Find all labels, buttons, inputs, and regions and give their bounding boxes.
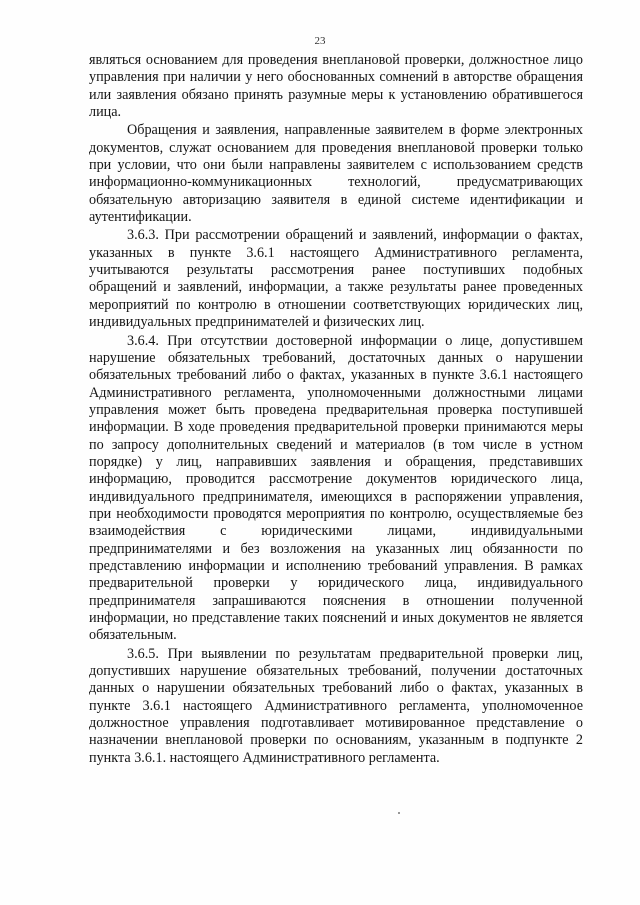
page-number: 23: [314, 35, 326, 47]
paragraph-3-6-4: 3.6.4. При отсутствии достоверной информации о лице, допустившем нарушение обязательных требований, достаточных данных о нарушении обязательных требований либо о фактах, указанных в пункте 3.6.1 настоящего Административного регламента, уполномоченными должностными лицами управления может быть проведена предварительная проверка поступившей информации. В ходе проведения предварительной проверки принимаются меры по запросу дополнительных сведений и материалов (в том числе в устном порядке) у лиц, направивших заявления и обращения, представивших информацию, проводится рассмотрение документов юридического лица, индивидуального предпринимателя, имеющихся в распоряжении управления, при необходимости проводятся мероприятия по контролю, осуществляемые без взаимодействия с юридическими лицами, индивидуальными предпринимателями и без возложения на указанных лиц обязанности по представлению информации и исполнению требований управления. В рамках предварительной проверки у юридического лица, индивидуального предпринимателя запрашиваются пояснения в отношении полученной информации, но представление таких пояснений и иных документов не является обязательным.: [89, 332, 583, 644]
document-body: [89, 52, 583, 767]
scan-speck: [398, 812, 400, 814]
paragraph-electronic-documents: Обращения и заявления, направленные заявителем в форме электронных документов, служат основанием для проведения внеплановой проверки только при условии, что они были направлены заявителем с использованием средств информационно-коммуникационных технологий, предусматривающих обязательную авторизацию заявителя в единой системе идентификации и аутентификации.: [89, 122, 583, 226]
paragraph-3-6-3: 3.6.3. При рассмотрении обращений и заявлений, информации о фактах, указанных в пункте 3.6.1 настоящего Административного регламента, учитываются результаты рассмотрения ранее поступивших подобных обращений и заявлений, информации, а также результаты ранее проведенных мероприятий по контролю в отношении соответствующих юридических лиц, индивидуальных предпринимателей и физических лиц.: [89, 227, 583, 331]
paragraph-continuation: являться основанием для проведения внеплановой проверки, должностное лицо управления при наличии у него обоснованных сомнений в авторстве обращения или заявления обязано принять разумные меры к установлению обратившегося лица.: [89, 52, 583, 121]
paragraph-3-6-5: 3.6.5. При выявлении по результатам предварительной проверки лиц, допустивших нарушение обязательных требований, получении достаточных данных о нарушении обязательных требований либо о фактах, указанных в пункте 3.6.1 настоящего Административного регламента, уполномоченное должностное управления подготавливает мотивированное представление о назначении внеплановой проверки по основаниям, указанным в подпункте 2 пункта 3.6.1. настоящего Административного регламента.: [89, 645, 583, 766]
